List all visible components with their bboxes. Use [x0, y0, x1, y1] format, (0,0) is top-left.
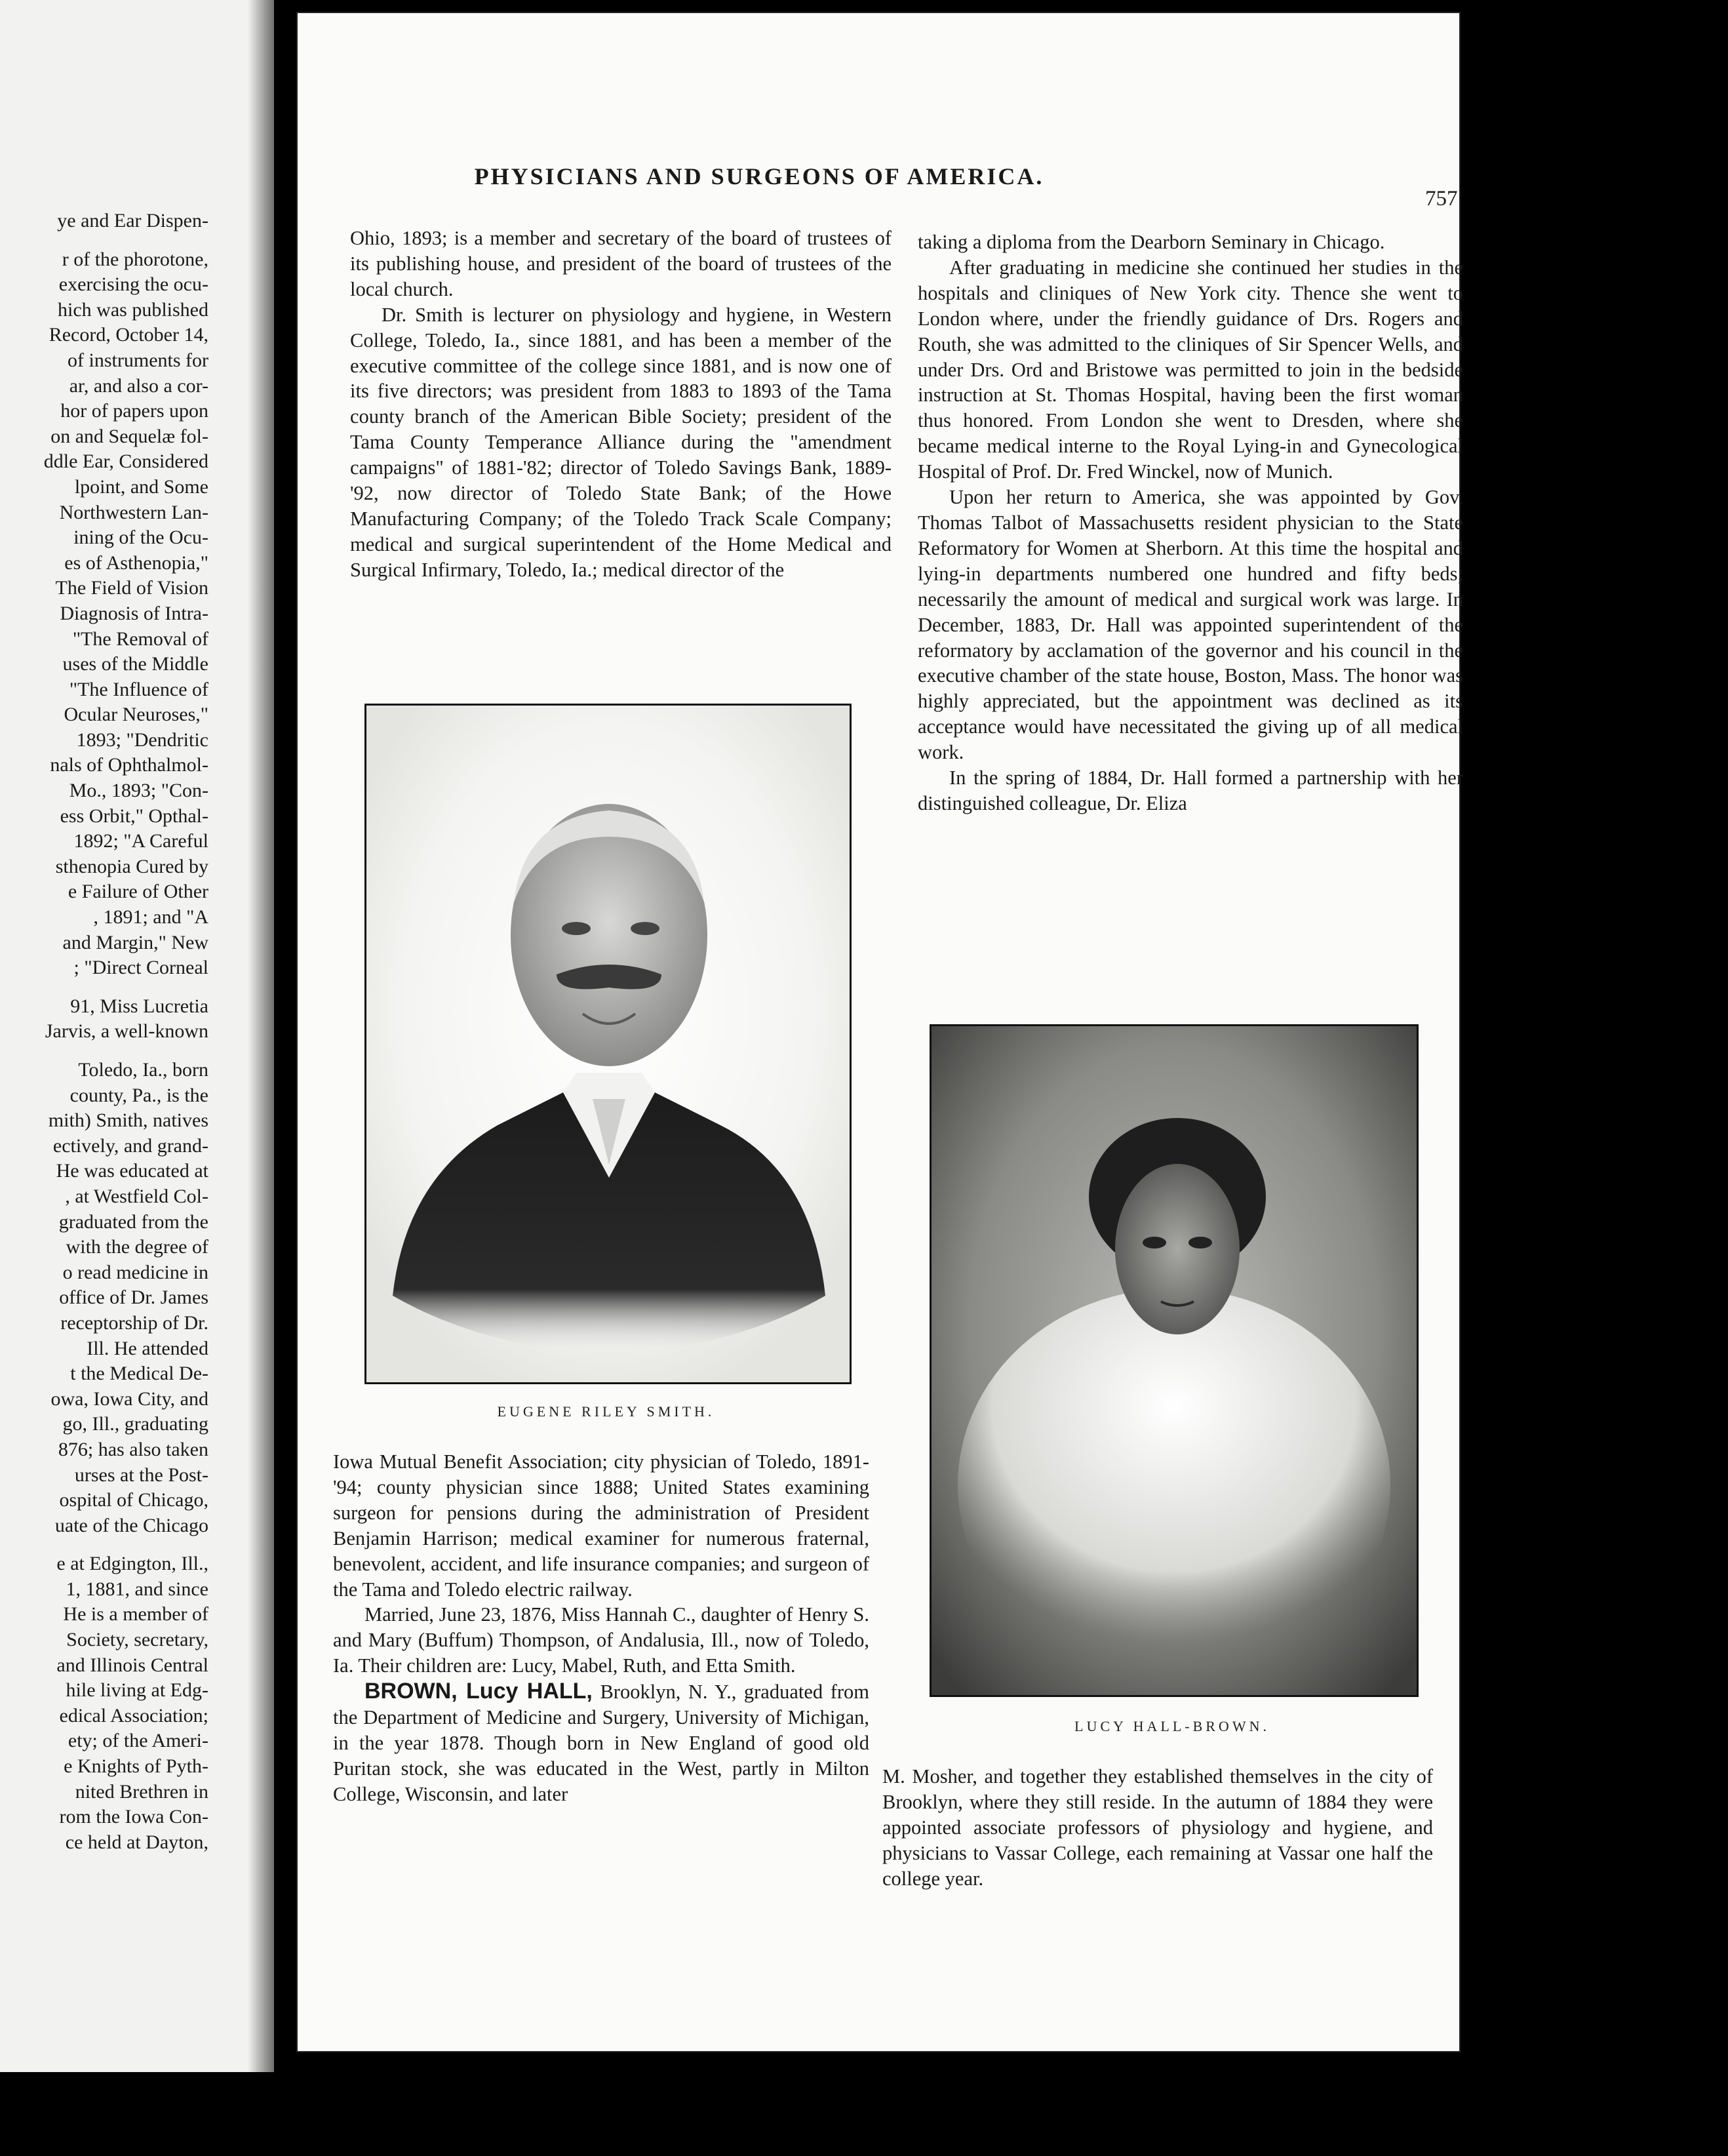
left-page-line: e at Edgington, Ill., — [56, 1553, 208, 1575]
left-page-line: , 1891; and "A — [93, 906, 208, 928]
left-page-line: graduated from the — [58, 1210, 208, 1233]
book-gutter — [248, 0, 274, 2072]
left-page-line: lpoint, and Some — [74, 475, 208, 498]
left-page-line: ety; of the Ameri- — [68, 1730, 208, 1752]
left-page-line: ar, and also a cor- — [69, 374, 208, 397]
left-page-line: 1892; "A Careful — [73, 830, 208, 852]
left-page-line: county, Pa., is the — [69, 1084, 208, 1106]
left-page-line: on and Sequelæ fol- — [50, 425, 208, 447]
paragraph: M. Mosher, and together they established themselves in the city of Brooklyn, where they still reside. In the autumn of 1884 they were appointed associate professors of physiology and hygiene, and physicians to Vassar College, each remaining at Vassar one half the college year. — [882, 1765, 1433, 1890]
left-page-line: nals of Ophthalmol- — [50, 754, 208, 776]
left-page-line: 91, Miss Lucretia — [70, 995, 208, 1017]
left-page-line: uate of the Chicago — [54, 1514, 208, 1536]
left-page-line: ddle Ear, Considered — [43, 450, 208, 473]
caption-lucy-hall-brown: LUCY HALL-BROWN. — [1074, 1718, 1270, 1734]
portrait-eugene-riley-smith — [364, 704, 852, 1384]
left-page-line: Diagnosis of Intra- — [60, 602, 208, 624]
paragraph: After graduating in medicine she continued her studies in the hospitals and cliniques of New York city. Thence she went to London where, under the friendly guidance of Drs. Rogers and Routh, she was admitted to the cliniques of Sir Spencer Wells, and under Drs. Ord and Bristowe was permitted to join in the bedside instruction at St. Thomas Hospital, having been the first woman thus honored. From London she went to Dresden, where she became medical interne to the Royal Lying-in and Gynecological Hospital of Prof. Dr. Fred Winckel, now of Munich. — [918, 256, 1463, 483]
left-page-line: office of Dr. James — [59, 1287, 208, 1309]
paragraph: Married, June 23, 1876, Miss Hannah C., daughter of Henry S. and Mary (Buffum) Thompson, of Andalusia, Ill., now of Toledo, Ia. Their children are: Lucy, Mabel, Ruth, and Etta Smith. — [333, 1603, 869, 1677]
paragraph: taking a diploma from the Dearborn Seminary in Chicago. — [918, 231, 1385, 253]
left-page-line: He was educated at — [56, 1160, 208, 1182]
left-page-line: hile living at Edg- — [66, 1679, 208, 1702]
left-page-line: of instruments for — [68, 349, 208, 371]
left-page-line: ess Orbit," Opthal- — [60, 805, 208, 827]
left-page-gap — [0, 1045, 208, 1058]
left-page-line: Ocular Neuroses," — [64, 704, 208, 726]
left-page-line: ining of the Ocu- — [73, 527, 208, 549]
left-page-gap — [0, 234, 208, 247]
entry-name: BROWN, Lucy HALL, — [364, 1679, 593, 1704]
left-page-line: e Knights of Pyth- — [64, 1755, 208, 1778]
left-page-line: Northwestern Lan- — [59, 501, 208, 523]
column-1-bottom — [333, 1449, 869, 1807]
paragraph: Dr. Smith is lecturer on physiology and hygiene, in Western College, Toledo, Ia., since 1881, and has been a member of the executive committee of the college since 1881, and is now one of its five directors; was president from 1883 to 1893 of the Tama county branch of the American Bible Society; president of the Tama County Temperance Alliance during the "amendment campaigns" of 1881-'82; director of Toledo Savings Bank, 1889-'92, now director of Toledo State Bank; of the Howe Manufacturing Company; of the Toledo Track Scale Company; medical and surgical superintendent of the Home Medical and Surgical Infirmary, Toledo, Ia.; medical director of the — [350, 303, 892, 581]
left-page-line: 876; has also taken — [58, 1438, 208, 1460]
left-page-gap — [0, 1538, 208, 1551]
left-page-line: owa, Iowa City, and — [50, 1387, 208, 1410]
left-page-line: Toledo, Ia., born — [78, 1059, 208, 1081]
left-page-gap — [0, 981, 208, 994]
left-page-line: hor of papers upon — [60, 400, 208, 422]
left-page-line: 1, 1881, and since — [66, 1578, 208, 1600]
paragraph: In the spring of 1884, Dr. Hall formed a partnership with her distinguished colleague, Dr. Eliza — [918, 767, 1463, 814]
left-page-line: rom the Iowa Con- — [59, 1806, 208, 1828]
entry-text: Brooklyn, N. Y., graduated from the Department of Medicine and Surgery, University of Michigan, in the year 1878. Though born in New England of good old Puritan stock, she was educated in the West, partly in Milton College, Wisconsin, and later — [333, 1681, 870, 1805]
column-2-bottom — [882, 1764, 1433, 1892]
left-page-line: es of Asthenopia," — [64, 551, 208, 574]
left-page-line: and Illinois Central — [56, 1654, 208, 1676]
left-page-line: with the degree of — [66, 1236, 208, 1258]
left-page-line: and Margin," New — [62, 931, 208, 953]
paragraph: Upon her return to America, she was appointed by Gov. Thomas Talbot of Massachusetts resident physician to the State Reformatory for Women at Sherborn. At this time the hospital and lying-in departments numbered one hundred and fifty beds; necessarily the amount of medical and surgical work was large. In December, 1883, Dr. Hall was appointed superintendent of the reformatory by acclamation of the governor and his council in the executive chamber of the state house, Boston, Mass. The honor was highly appreciated, but the appointment was declined as its acceptance would have necessitated the giving up of all medical work. — [918, 486, 1463, 764]
left-page-line: Ill. He attended — [87, 1337, 208, 1359]
left-page-line: mith) Smith, natives — [48, 1109, 208, 1132]
biography-entry — [333, 1679, 869, 1807]
caption-eugene-riley-smith: EUGENE RILEY SMITH. — [497, 1403, 715, 1420]
left-page-line: "The Removal of — [72, 628, 208, 650]
left-page-line: sthenopia Cured by — [55, 855, 208, 877]
running-header: PHYSICIANS AND SURGEONS OF AMERICA. — [474, 163, 1044, 190]
left-page-line: Record, October 14, — [49, 324, 208, 346]
page-number: 757 — [1425, 187, 1458, 210]
left-page-line: r of the phorotone, — [62, 248, 208, 270]
paragraph: Iowa Mutual Benefit Association; city physician of Toledo, 1891-'94; county physician since 1888; United States examining surgeon for pensions during the administration of President Benjamin Harrison; medical examiner for numerous fraternal, benevolent, accident, and life insurance companies; and surgeon of the Tama and Toledo electric railway. — [333, 1450, 869, 1601]
left-page-line: receptorship of Dr. — [60, 1311, 208, 1334]
left-page-line: , at Westfield Col- — [65, 1185, 208, 1207]
left-page-line: Mo., 1893; "Con- — [69, 780, 208, 802]
left-page-line: e Failure of Other — [68, 881, 208, 903]
left-page-line: 1893; "Dendritic — [76, 729, 208, 751]
left-page-text — [0, 209, 208, 1855]
column-2-top — [918, 230, 1463, 816]
left-page-line: Society, secretary, — [66, 1629, 208, 1651]
left-page-line: o read medicine in — [62, 1261, 208, 1283]
left-page-line: Jarvis, a well-known — [45, 1020, 208, 1043]
left-page-line: nited Brethren in — [75, 1780, 208, 1803]
left-page-line: t the Medical De- — [70, 1363, 208, 1385]
left-page-line: uses of the Middle — [62, 653, 208, 675]
left-page-line: The Field of Vision — [55, 577, 208, 599]
left-page-line: ospital of Chicago, — [59, 1489, 208, 1511]
left-page-line: go, Ill., graduating — [62, 1413, 208, 1435]
left-page-line: ce held at Dayton, — [65, 1831, 208, 1853]
paragraph: Ohio, 1893; is a member and secretary of the board of trustees of its publishing house, and president of the board of trustees of the local church. — [350, 227, 892, 300]
left-page-line: ; "Direct Corneal — [73, 957, 208, 979]
left-page-line: exercising the ocu- — [58, 273, 208, 296]
left-page-line: ye and Ear Dispen- — [57, 210, 208, 231]
left-page-line: ectively, and grand- — [52, 1134, 208, 1157]
left-page — [0, 0, 274, 2072]
left-page-line: He is a member of — [63, 1603, 208, 1626]
left-page-line: edical Association; — [59, 1704, 208, 1727]
portrait-lucy-hall-brown — [930, 1024, 1419, 1697]
left-page-line: "The Influence of — [69, 678, 208, 700]
column-1-top — [350, 226, 892, 583]
left-page-line: hich was published — [58, 298, 208, 321]
left-page-line: urses at the Post- — [74, 1464, 208, 1486]
